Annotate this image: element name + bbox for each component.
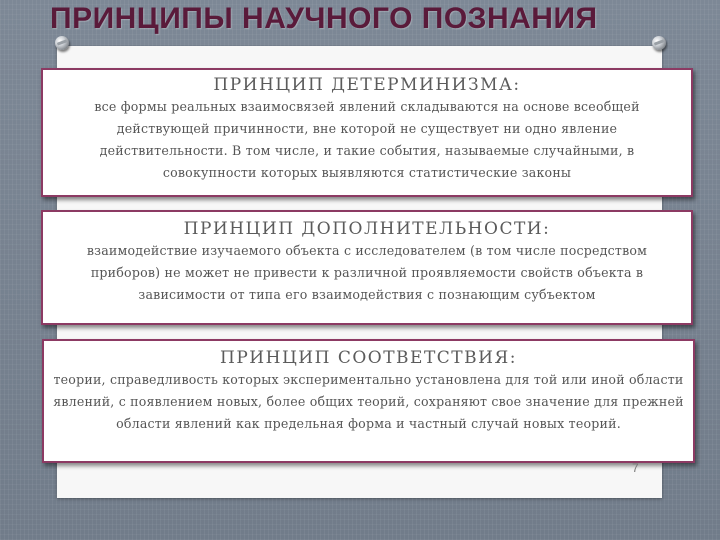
- principle-text: взаимодействие изучаемого объекта с исследователем (в том числе посредством приборов) не может не привести к различной проявляемости свойств объекта в зависимости от типа его взаимодействия с познающим субъектом: [86, 243, 648, 302]
- pushpin-icon: [55, 36, 69, 50]
- principle-heading: ПРИНЦИП ДЕТЕРМИНИЗМА:: [213, 75, 521, 95]
- pushpin-icon: [652, 36, 666, 50]
- principle-card-correspondence: [42, 339, 695, 463]
- page-number: 7: [632, 461, 639, 475]
- slide-title: ПРИНЦИПЫ НАУЧНОГО ПОЗНАНИЯ: [50, 2, 598, 35]
- principle-card-complementarity: [41, 210, 693, 325]
- principle-text: теории, справедливость которых экспериментально установлена для той или иной области явлений, с появлением новых, более общих теорий, сохраняют свое значение для прежней области явлений как предельная форма и частный случай новых теорий.: [53, 372, 684, 431]
- principle-heading: ПРИНЦИП ДОПОЛНИТЕЛЬНОСТИ:: [183, 219, 551, 239]
- principle-card-determinism: [41, 68, 693, 197]
- principle-text: все формы реальных взаимосвязей явлений складываются на основе всеобщей действующей причинности, вне которой не существует ни одно явление действительности. В том числе, и такие события, называемые случайными, в совокупности которых выявляются статистические законы: [94, 99, 640, 180]
- principle-heading: ПРИНЦИП СООТВЕТСТВИЯ:: [220, 348, 517, 368]
